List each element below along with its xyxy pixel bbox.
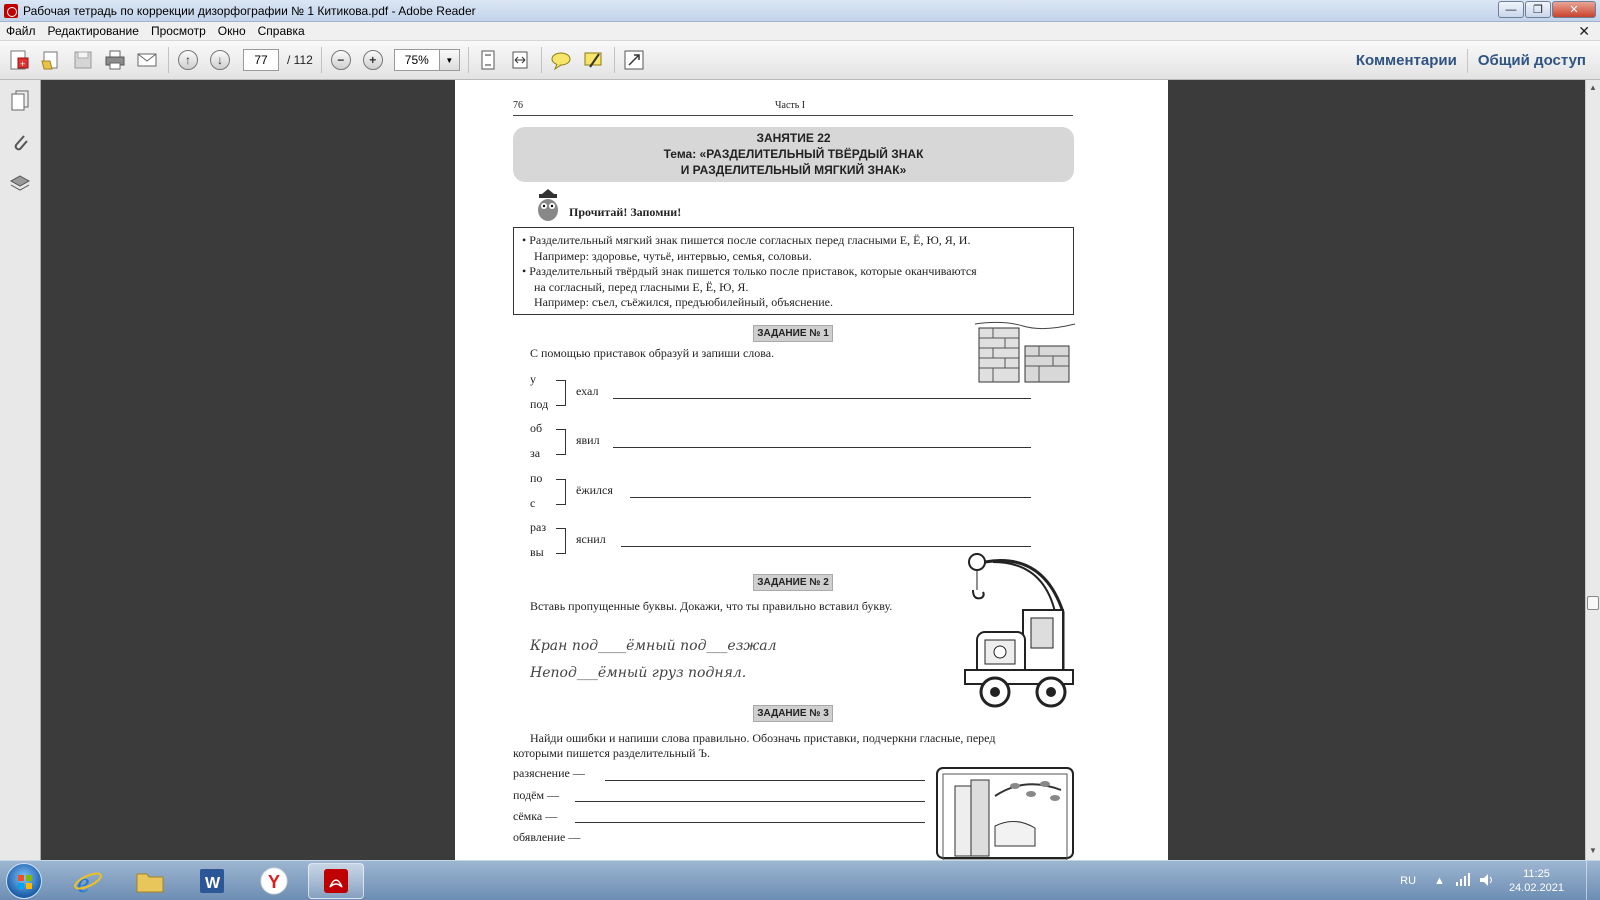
task-2-label: ЗАДАНИЕ № 2 (753, 574, 833, 591)
zoom-input[interactable]: 75% (394, 49, 440, 71)
stem-3: ёжился (576, 483, 613, 497)
save-icon[interactable] (70, 47, 96, 73)
pages-icon[interactable] (8, 88, 32, 112)
navigation-pane (0, 80, 41, 860)
task-1-label: ЗАДАНИЕ № 1 (753, 325, 833, 342)
answer-line[interactable] (621, 546, 1031, 547)
adobe-reader-icon (4, 4, 18, 18)
task-1-instruction: С помощью приставок образуй и запиши слова. (530, 346, 775, 360)
read-remember-row (531, 188, 681, 222)
bracket (556, 528, 566, 554)
stem-2: явил (576, 433, 600, 447)
word-3: сёмка — (513, 809, 558, 823)
lesson-title: ЗАНЯТИЕ 22 (756, 131, 831, 145)
comment-icon[interactable] (548, 47, 574, 73)
prefix-3a: по (530, 471, 543, 485)
scroll-thumb[interactable] (1587, 596, 1599, 610)
menu-window[interactable]: Окно (217, 24, 246, 38)
prefix-2a: об (530, 421, 543, 435)
lesson-topic-box (513, 127, 1074, 182)
rule-box (513, 227, 1074, 315)
zoom-in-icon[interactable]: + (360, 47, 386, 73)
task-3-instruction-2: которыми пишется разделительный Ъ. (513, 746, 710, 760)
comments-link[interactable]: Комментарии (1355, 52, 1457, 69)
bracket (556, 429, 566, 455)
menu-help[interactable]: Справка (257, 24, 305, 38)
rule-1: • Разделительный мягкий знак пишется после согласных перед гласными Е, Ё, Ю, Я, И. (522, 233, 971, 247)
highlight-icon[interactable] (580, 47, 606, 73)
rule-2: • Разделительный твёрдый знак пишется только после приставок, которые оканчиваются (522, 264, 977, 278)
prefix-4a: раз (530, 520, 547, 534)
task-2-instruction: Вставь пропущенные буквы. Докажи, что ты правильно вставил букву. (530, 599, 893, 613)
word-icon[interactable] (184, 863, 240, 899)
create-pdf-icon[interactable] (6, 47, 32, 73)
window-controls (1498, 1, 1596, 18)
word-4: обявление — (513, 830, 581, 844)
window-title: Рабочая тетрадь по коррекции дизорфографии № 1 Китикова.pdf - Adobe Reader (23, 3, 476, 18)
email-icon[interactable] (134, 47, 160, 73)
toolbar-separator (321, 47, 322, 73)
volume-icon[interactable] (1479, 873, 1495, 890)
menu-bar (0, 22, 1600, 41)
scroll-up-icon[interactable]: ▲ (1589, 83, 1597, 92)
minimize-button[interactable]: — (1498, 1, 1524, 18)
prefix-4b: вы (530, 545, 544, 559)
answer-line[interactable] (575, 801, 925, 802)
owl-icon (531, 188, 565, 222)
answer-line[interactable] (605, 780, 925, 781)
yandex-icon[interactable] (246, 863, 302, 899)
answer-line[interactable] (613, 398, 1031, 399)
prefix-3b: с (530, 496, 536, 510)
stem-4: яснил (576, 532, 606, 546)
prefix-2b: за (530, 446, 541, 460)
toolbar-separator (468, 47, 469, 73)
task-3-instruction-1: Найди ошибки и напиши слова правильно. Обозначь приставки, подчеркни гласные, перед (530, 731, 996, 745)
stem-1: ехал (576, 384, 599, 398)
task-2-line-2: Непод___ёмный груз поднял. (530, 665, 747, 681)
topic-line-1: Тема: «РАЗДЕЛИТЕЛЬНЫЙ ТВЁРДЫЙ ЗНАК (663, 147, 924, 161)
maximize-button[interactable]: ❐ (1525, 1, 1551, 18)
system-tray (1400, 861, 1600, 900)
zoom-dropdown-button[interactable] (440, 49, 460, 71)
close-button[interactable]: ✕ (1552, 1, 1596, 18)
task-3-label: ЗАДАНИЕ № 3 (753, 705, 833, 722)
svg-text:W: W (205, 875, 221, 892)
ie-icon[interactable] (60, 863, 116, 899)
attachments-icon[interactable] (8, 130, 32, 154)
prefix-1b: под (530, 397, 549, 411)
prefix-1a: у (530, 372, 536, 386)
rule-1-example: Например: здоровье, чутьё, интервью, семья, соловьи. (534, 248, 812, 263)
title-bar (0, 0, 1600, 22)
menu-edit[interactable]: Редактирование (47, 24, 139, 38)
answer-line[interactable] (630, 497, 1031, 498)
close-document-button[interactable]: ✕ (1578, 23, 1590, 39)
task-2-line-1: Кран под____ёмный под___езжал (530, 638, 777, 654)
crane-illustration (963, 552, 1077, 712)
fit-page-icon[interactable] (475, 47, 501, 73)
clock-date: 24.02.2021 (1508, 882, 1564, 894)
part-label: Часть I (775, 100, 806, 111)
menu-file[interactable]: Файл (6, 24, 36, 38)
chevron-down-icon: ▼ (445, 55, 454, 65)
svg-text:e: e (77, 868, 90, 896)
tray-expand-icon[interactable]: ▲ (1434, 875, 1445, 887)
hard-sign-illustration (973, 320, 1077, 386)
answer-line[interactable] (613, 447, 1031, 448)
task-3-instruction (513, 731, 1074, 746)
rule-2-continued: на согласный, перед гласными Е, Ё, Ю, Я. (534, 279, 749, 294)
answer-line[interactable] (575, 822, 925, 823)
toolbar-separator (541, 47, 542, 73)
page-up-icon[interactable]: ↑ (175, 47, 201, 73)
share-link[interactable]: Общий доступ (1477, 52, 1586, 69)
windows-taskbar (0, 860, 1600, 900)
read-remember-label: Прочитай! Запомни! (569, 205, 682, 219)
print-icon[interactable] (102, 47, 128, 73)
toolbar-separator (614, 47, 615, 73)
divider (1467, 49, 1468, 73)
rule-2-example: Например: съел, съёжился, предъюбилейный, объяснение. (534, 295, 833, 309)
word-1: разяснение — (513, 766, 585, 780)
start-button[interactable] (6, 863, 42, 899)
tree-illustration (935, 766, 1075, 860)
acrobat-icon[interactable] (308, 863, 364, 899)
svg-text:+: + (20, 59, 26, 69)
clock[interactable] (1509, 867, 1564, 895)
scroll-down-icon[interactable]: ▼ (1589, 846, 1597, 855)
fit-width-icon[interactable] (507, 47, 533, 73)
toolbar (0, 41, 1600, 80)
word-2: подём — (513, 788, 560, 802)
network-icon[interactable] (1455, 873, 1471, 890)
layers-icon[interactable] (8, 172, 32, 196)
page-total: / 112 (287, 53, 313, 67)
language-indicator[interactable]: RU (1400, 875, 1417, 887)
page-down-icon[interactable]: ↓ (207, 47, 233, 73)
svg-text:Y: Y (268, 872, 281, 892)
bracket (556, 479, 566, 505)
zoom-out-icon[interactable]: − (328, 47, 354, 73)
pdf-page (455, 80, 1168, 860)
bracket (556, 380, 566, 406)
page-number-input[interactable]: 77 (243, 49, 279, 71)
toolbar-separator (168, 47, 169, 73)
explorer-icon[interactable] (122, 863, 178, 899)
page-number: 76 (513, 100, 523, 111)
topic-line-2: И РАЗДЕЛИТЕЛЬНЫЙ МЯГКИЙ ЗНАК» (680, 163, 907, 177)
show-desktop-button[interactable] (1586, 861, 1600, 900)
menu-view[interactable]: Просмотр (150, 24, 206, 38)
open-icon[interactable] (38, 47, 64, 73)
fullscreen-icon[interactable] (621, 47, 647, 73)
clock-time: 11:25 (1523, 868, 1550, 880)
vertical-scrollbar[interactable] (1585, 80, 1600, 860)
page-header (513, 100, 1073, 116)
toolbar-links (1356, 41, 1586, 80)
